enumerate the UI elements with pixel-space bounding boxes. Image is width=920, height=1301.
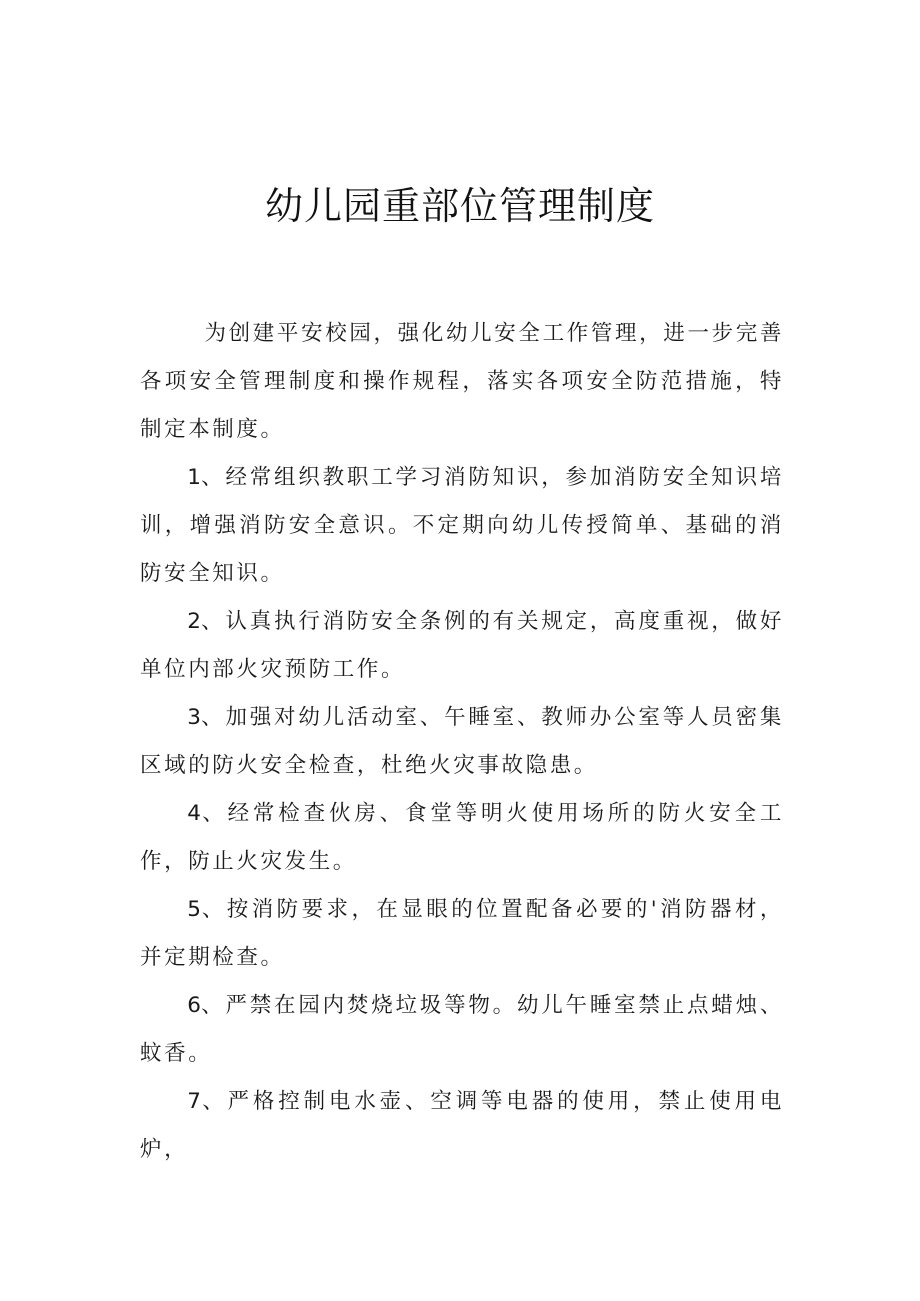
rule-text: 、经常检查伙房、食堂等明火使用场所的防火安全工作，防止火灾发生。 xyxy=(140,801,784,874)
rule-item-5 xyxy=(140,886,784,982)
rule-text: 、严禁在园内焚烧垃圾等物。幼儿午睡室禁止点蜡烛、蚊香。 xyxy=(140,993,784,1066)
rule-text: 、严格控制电水壶、空调等电器的使用，禁止使用电炉， xyxy=(140,1089,784,1162)
rule-item-7 xyxy=(140,1078,784,1174)
rule-number: 3 xyxy=(187,705,201,730)
document-title: 幼儿园重部位管理制度 xyxy=(264,184,655,228)
rule-item-6 xyxy=(140,982,784,1078)
document-body xyxy=(140,310,784,1174)
rule-number: 5 xyxy=(187,897,201,922)
rule-item-3 xyxy=(140,694,784,790)
rule-item-1 xyxy=(140,454,784,598)
rule-number: 2 xyxy=(187,609,201,634)
rule-item-2 xyxy=(140,598,784,694)
rule-number: 7 xyxy=(187,1089,201,1114)
rule-text: 、按消防要求，在显眼的位置配备必要的'消防器材，并定期检查。 xyxy=(140,897,784,970)
rule-number: 4 xyxy=(187,801,201,826)
intro-paragraph: 为创建平安校园，强化幼儿安全工作管理，进一步完善各项安全管理制度和操作规程，落实各项安全防范措施，特制定本制度。 xyxy=(140,321,784,442)
rule-item-4 xyxy=(140,790,784,886)
rule-text: 、经常组织教职工学习消防知识，参加消防安全知识培训，增强消防安全意识。不定期向幼儿传授简单、基础的消防安全知识。 xyxy=(140,465,784,586)
rule-number: 6 xyxy=(187,993,201,1018)
rule-number: 1 xyxy=(187,465,201,490)
rule-text: 、加强对幼儿活动室、午睡室、教师办公室等人员密集区域的防火安全检查，杜绝火灾事故隐患。 xyxy=(140,705,784,778)
rule-text: 、认真执行消防安全条例的有关规定，高度重视，做好单位内部火灾预防工作。 xyxy=(140,609,784,682)
